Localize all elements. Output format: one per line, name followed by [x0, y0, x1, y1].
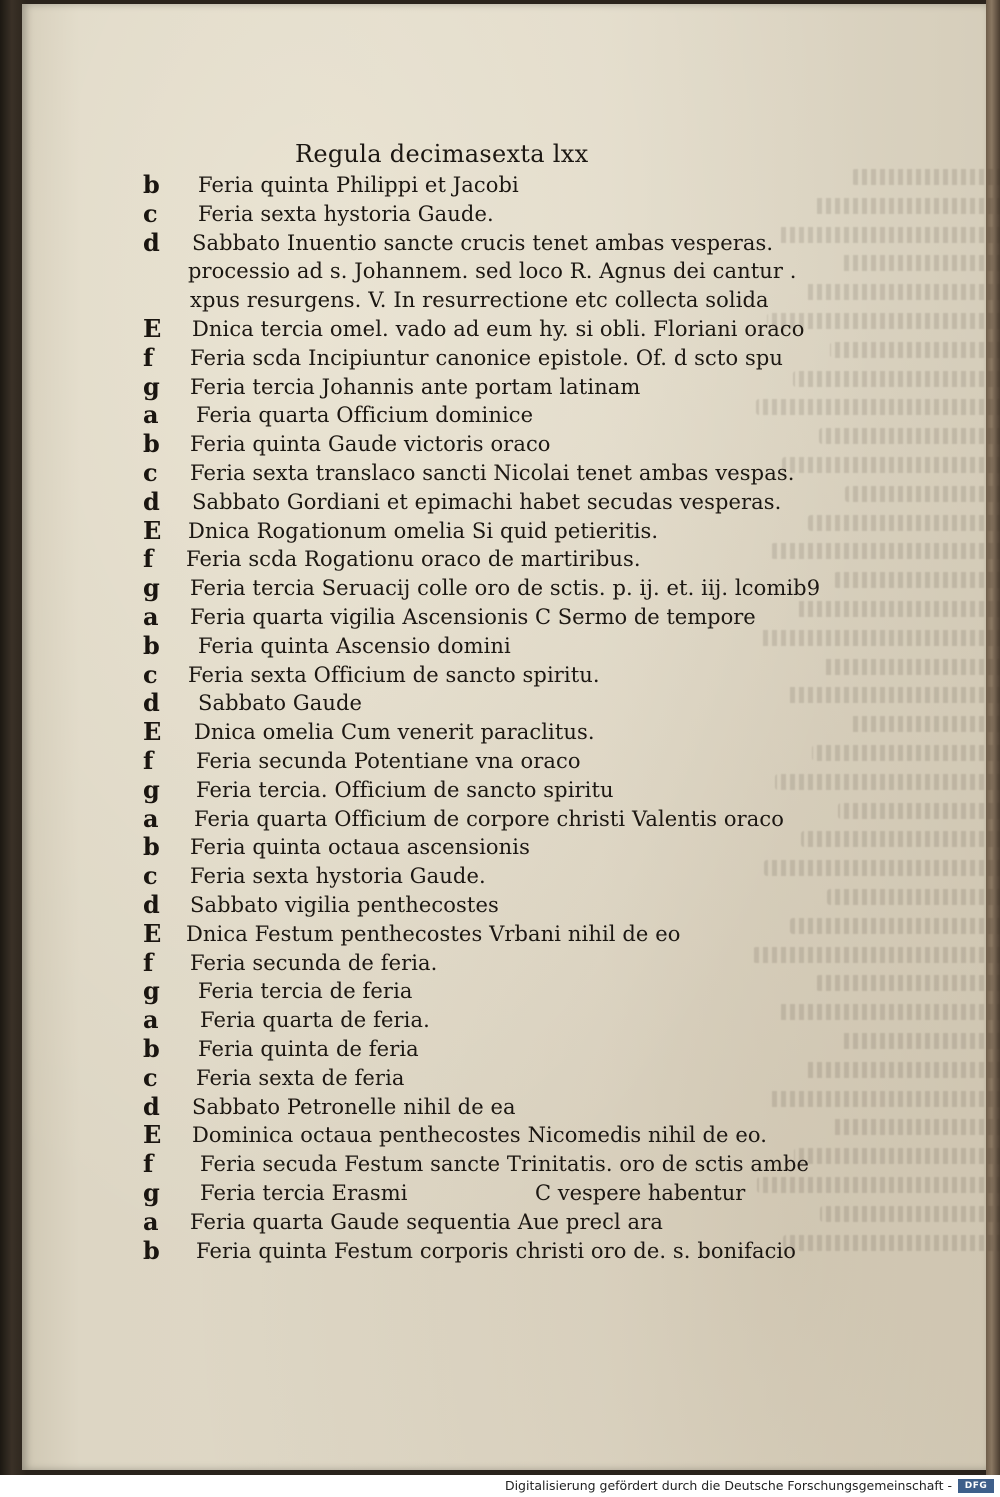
- dominical-letter: f: [143, 947, 154, 977]
- entry-text: Sabbato Gaude: [198, 691, 363, 716]
- dominical-letter: b: [143, 630, 160, 660]
- calendar-entry: [0, 1236, 980, 1266]
- entry-text: Feria secunda Potentiane vna oraco: [196, 749, 581, 773]
- entry-text: Feria quarta Officium dominice: [196, 403, 534, 428]
- calendar-entry: [0, 400, 980, 430]
- calendar-entry: [0, 343, 980, 373]
- dominical-letter: d: [143, 1091, 160, 1121]
- entry-text: Dnica Festum penthecostes Vrbani nihil de eo: [186, 921, 681, 946]
- entry-text: Feria tercia. Officium de sancto spiritu: [196, 777, 614, 802]
- dominical-letter: g: [143, 774, 160, 804]
- dominical-letter: d: [143, 486, 160, 516]
- calendar-entry: [0, 228, 980, 258]
- dominical-letter: f: [143, 1149, 154, 1179]
- calendar-entry: [0, 1063, 980, 1093]
- dominical-letter: b: [143, 1034, 160, 1063]
- entry-text: Dnica Rogationum omelia Si quid petieritis.: [188, 518, 659, 543]
- calendar-entry: [0, 170, 980, 200]
- dominical-letter: c: [143, 198, 158, 228]
- entry-text: processio ad s. Johannem. sed loco R. Agnus dei cantur .: [188, 259, 797, 284]
- calendar-entry: [0, 660, 980, 690]
- entry-marginal-note: C Sermo de tempore: [535, 605, 756, 629]
- dominical-letter: b: [143, 170, 160, 199]
- footer-bar: [0, 1475, 1000, 1497]
- dominical-letter: b: [143, 832, 160, 862]
- entry-text: Feria quarta Gaude sequentia Aue precl ara: [190, 1209, 663, 1234]
- entry-text: Dnica tercia omel. vado ad eum hy. si obli. Floriani oraco: [192, 317, 805, 341]
- entry-text: Feria quarta de feria.: [200, 1008, 430, 1033]
- calendar-entry: [0, 1178, 980, 1208]
- entry-text: Feria sexta hystoria Gaude.: [190, 864, 486, 889]
- entry-text: Feria tercia Erasmi: [200, 1181, 408, 1205]
- entry-text: Sabbato Petronelle nihil de ea: [192, 1094, 516, 1119]
- calendar-entry: [0, 1120, 980, 1150]
- calendar-entry: [0, 890, 980, 920]
- dominical-letter: a: [143, 1206, 159, 1236]
- entry-text: Sabbato Gordiani et epimachi habet secudas vesperas.: [192, 489, 782, 514]
- calendar-entry: [0, 804, 980, 834]
- calendar-entry: [0, 1207, 980, 1237]
- entry-marginal-note: C vespere habentur: [535, 1181, 746, 1205]
- calendar-entry: [0, 717, 980, 747]
- calendar-entry: [0, 372, 980, 402]
- calendar-entry: [0, 1034, 980, 1064]
- dominical-letter: f: [143, 544, 154, 574]
- entry-text: Feria scda Rogationu oraco de martiribus.: [186, 547, 641, 572]
- dominical-letter: E: [143, 314, 162, 343]
- entry-text: Feria quinta Ascensio domini: [198, 633, 511, 658]
- calendar-entry: [0, 919, 980, 949]
- entry-text: Feria tercia Johannis ante portam latinam: [190, 374, 641, 399]
- entry-text: Feria quinta octaua ascensionis: [190, 835, 530, 860]
- calendar-entry: [0, 458, 980, 488]
- entry-text: Sabbato Inuentio sancte crucis tenet ambas vesperas.: [192, 230, 774, 255]
- dominical-letter: c: [143, 659, 158, 689]
- entry-text: Feria tercia Seruacij colle oro de sctis. p. ij. et. iij. lcomib9: [190, 576, 821, 601]
- dominical-letter: E: [143, 1120, 162, 1150]
- calendar-entry: [0, 976, 980, 1006]
- calendar-entry: [0, 746, 980, 776]
- dominical-letter: d: [143, 227, 160, 257]
- entry-text: Feria tercia de feria: [198, 979, 413, 1004]
- dominical-letter: d: [143, 890, 160, 919]
- entry-text: Feria secunda de feria.: [190, 950, 438, 975]
- calendar-entry: [0, 1149, 980, 1179]
- entry-text: Feria sexta Officium de sancto spiritu.: [188, 662, 600, 687]
- dominical-letter: c: [143, 861, 158, 891]
- entry-text: Feria quinta de feria: [198, 1037, 419, 1061]
- calendar-entry: [0, 256, 980, 286]
- calendar-entry: [0, 544, 980, 574]
- calendar-entry: [0, 487, 980, 517]
- entry-text: Feria quinta Philippi et Jacobi: [198, 173, 519, 197]
- entry-text: Feria secuda Festum sancte Trinitatis. oro de sctis ambe: [200, 1152, 810, 1177]
- page-header: Regula decimasexta lxx: [295, 140, 589, 168]
- footer-credit: Digitalisierung gefördert durch die Deutsche Forschungsgemeinschaft -: [504, 1478, 952, 1493]
- dominical-letter: g: [143, 371, 160, 401]
- entry-text: Sabbato vigilia penthecostes: [190, 893, 499, 917]
- entry-text: Dominica octaua penthecostes Nicomedis nihil de eo.: [192, 1123, 768, 1148]
- dominical-letter: g: [143, 976, 160, 1006]
- dominical-letter: g: [143, 573, 160, 603]
- calendar-entry: [0, 314, 980, 344]
- entry-text: Feria scda Incipiuntur canonice epistole. Of. d scto spu: [190, 345, 784, 370]
- calendar-entry: [0, 1092, 980, 1122]
- calendar-entry: [0, 861, 980, 891]
- calendar-entry: [0, 631, 980, 661]
- calendar-entry: [0, 285, 980, 315]
- calendar-entry: [0, 1005, 980, 1035]
- calendar-entry: [0, 516, 980, 546]
- dominical-letter: a: [143, 803, 159, 833]
- calendar-entry: [0, 199, 980, 229]
- calendar-entry: [0, 948, 980, 978]
- dominical-letter: c: [143, 1062, 158, 1092]
- calendar-entry: [0, 775, 980, 805]
- dominical-letter: a: [143, 400, 159, 430]
- dominical-letter: E: [143, 515, 162, 545]
- dominical-letter: f: [143, 342, 154, 372]
- entry-text: Feria sexta translaco sancti Nicolai tenet ambas vespas.: [190, 461, 795, 485]
- dominical-letter: a: [143, 602, 159, 631]
- dominical-letter: b: [143, 429, 160, 459]
- dominical-letter: c: [143, 458, 158, 487]
- dominical-letter: E: [143, 717, 162, 747]
- entry-text: Feria quarta vigilia Ascensionis: [190, 605, 529, 629]
- entry-text: Feria quinta Festum corporis christi oro de. s. bonifacio: [196, 1238, 796, 1263]
- calendar-entry: [0, 688, 980, 718]
- dominical-letter: b: [143, 1235, 160, 1265]
- entry-text: Dnica omelia Cum venerit paraclitus.: [194, 720, 595, 745]
- calendar-entry: [0, 832, 980, 862]
- entry-text: Feria sexta de feria: [196, 1065, 405, 1090]
- dominical-letter: g: [143, 1178, 160, 1207]
- dominical-letter: E: [143, 918, 162, 948]
- calendar-entry: [0, 573, 980, 603]
- calendar-entry: [0, 602, 980, 632]
- entry-text: Feria sexta hystoria Gaude.: [198, 201, 494, 226]
- dominical-letter: d: [143, 688, 160, 718]
- calendar-entry: [0, 429, 980, 459]
- dfg-logo-icon: DFG: [958, 1479, 994, 1493]
- dominical-letter: a: [143, 1005, 159, 1035]
- entry-text: Feria quinta Gaude victoris oraco: [190, 432, 551, 457]
- entry-text: Feria quarta Officium de corpore christi Valentis oraco: [194, 806, 785, 831]
- dominical-letter: f: [143, 746, 154, 775]
- entry-text: xpus resurgens. V. In resurrectione etc collecta solida: [190, 288, 769, 313]
